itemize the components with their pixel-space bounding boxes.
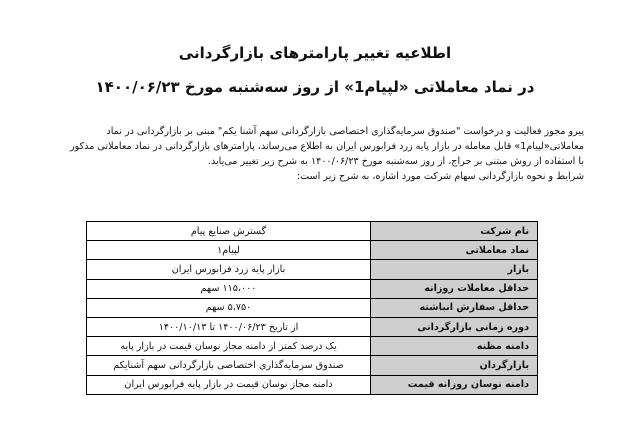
table-row — [87, 356, 538, 375]
announcement-title: اطلاعیه تغییر پارامترهای بازارگردانی — [178, 44, 452, 62]
row-value-min-order: ۵،۷۵۰ سهم — [87, 298, 371, 317]
body-line: شرایط و نحوه بازارگردانی سهام شرکت مورد اشاره، به شرح زیر است: — [296, 171, 584, 182]
table-row — [87, 375, 538, 394]
table-row — [87, 241, 538, 260]
row-value-market-maker: صندوق سرمایه‌گذاری اختصاصی بازارگردانی سهم آشنایکم — [87, 356, 371, 375]
row-value-min-daily-trades: ۱۱۵،۰۰۰ سهم — [87, 279, 371, 298]
row-value-period: از تاریخ ۱۴۰۰/۰۶/۲۳ تا ۱۴۰۰/۱۰/۱۳ — [87, 317, 371, 336]
market-maker-table — [86, 221, 538, 395]
row-label-period: دوره زمانی بازارگردانی — [371, 317, 538, 336]
body-line: با استفاده از روش مبتنی بر حراج، از روز سه‌شنبه مورخ ۱۴۰۰/۰۶/۲۳ به شرح زیر تغییر می‌یابد. — [207, 156, 584, 167]
row-value-quote-range: یک درصد کمتر از دامنه مجاز نوسان قیمت در بازار پایه — [87, 337, 371, 356]
row-label-market-maker: بازارگردان — [371, 356, 538, 375]
row-value-symbol: لپیام۱ — [87, 241, 371, 260]
row-label-market: بازار — [371, 260, 538, 279]
row-label-symbol: نماد معاملاتی — [371, 241, 538, 260]
body-line: پیرو مجوز فعالیت و درخواست "صندوق سرمایه‌گذاری اختصاصی بازارگردانی سهم آشنا یکم" مبنی بر بازارگردانی در نماد — [106, 126, 584, 137]
row-value-market: بازار پایه زرد فرابورس ایران — [87, 260, 371, 279]
body-line: معاملاتی«لپیام1» قابل معامله در بازار پایه زرد فرابورس ایران به اطلاع می‌رساند، پارامترهای بازارگردانی در نماد معاملاتی مذکور — [70, 141, 584, 152]
table-row — [87, 337, 538, 356]
table-row — [87, 317, 538, 336]
announcement-body — [36, 124, 584, 184]
announcement-subtitle: در نماد معاملاتی «لپیام1» از روز سه‌شنبه مورخ ۱۴۰۰/۰۶/۲۳ — [95, 78, 535, 96]
row-label-company-name: نام شرکت — [371, 222, 538, 241]
row-label-min-daily-trades: حداقل معاملات روزانه — [371, 279, 538, 298]
table-row — [87, 260, 538, 279]
table-row — [87, 298, 538, 317]
row-value-company-name: گسترش صنایع پیام — [87, 222, 371, 241]
row-value-daily-price-range: دامنه مجاز نوسان قیمت در بازار پایه فرابورس ایران — [87, 375, 371, 394]
row-label-quote-range: دامنه مظنه — [371, 337, 538, 356]
row-label-daily-price-range: دامنه نوسان روزانه قیمت — [371, 375, 538, 394]
table-row — [87, 222, 538, 241]
row-label-min-order: حداقل سفارش انباشته — [371, 298, 538, 317]
table-row — [87, 279, 538, 298]
